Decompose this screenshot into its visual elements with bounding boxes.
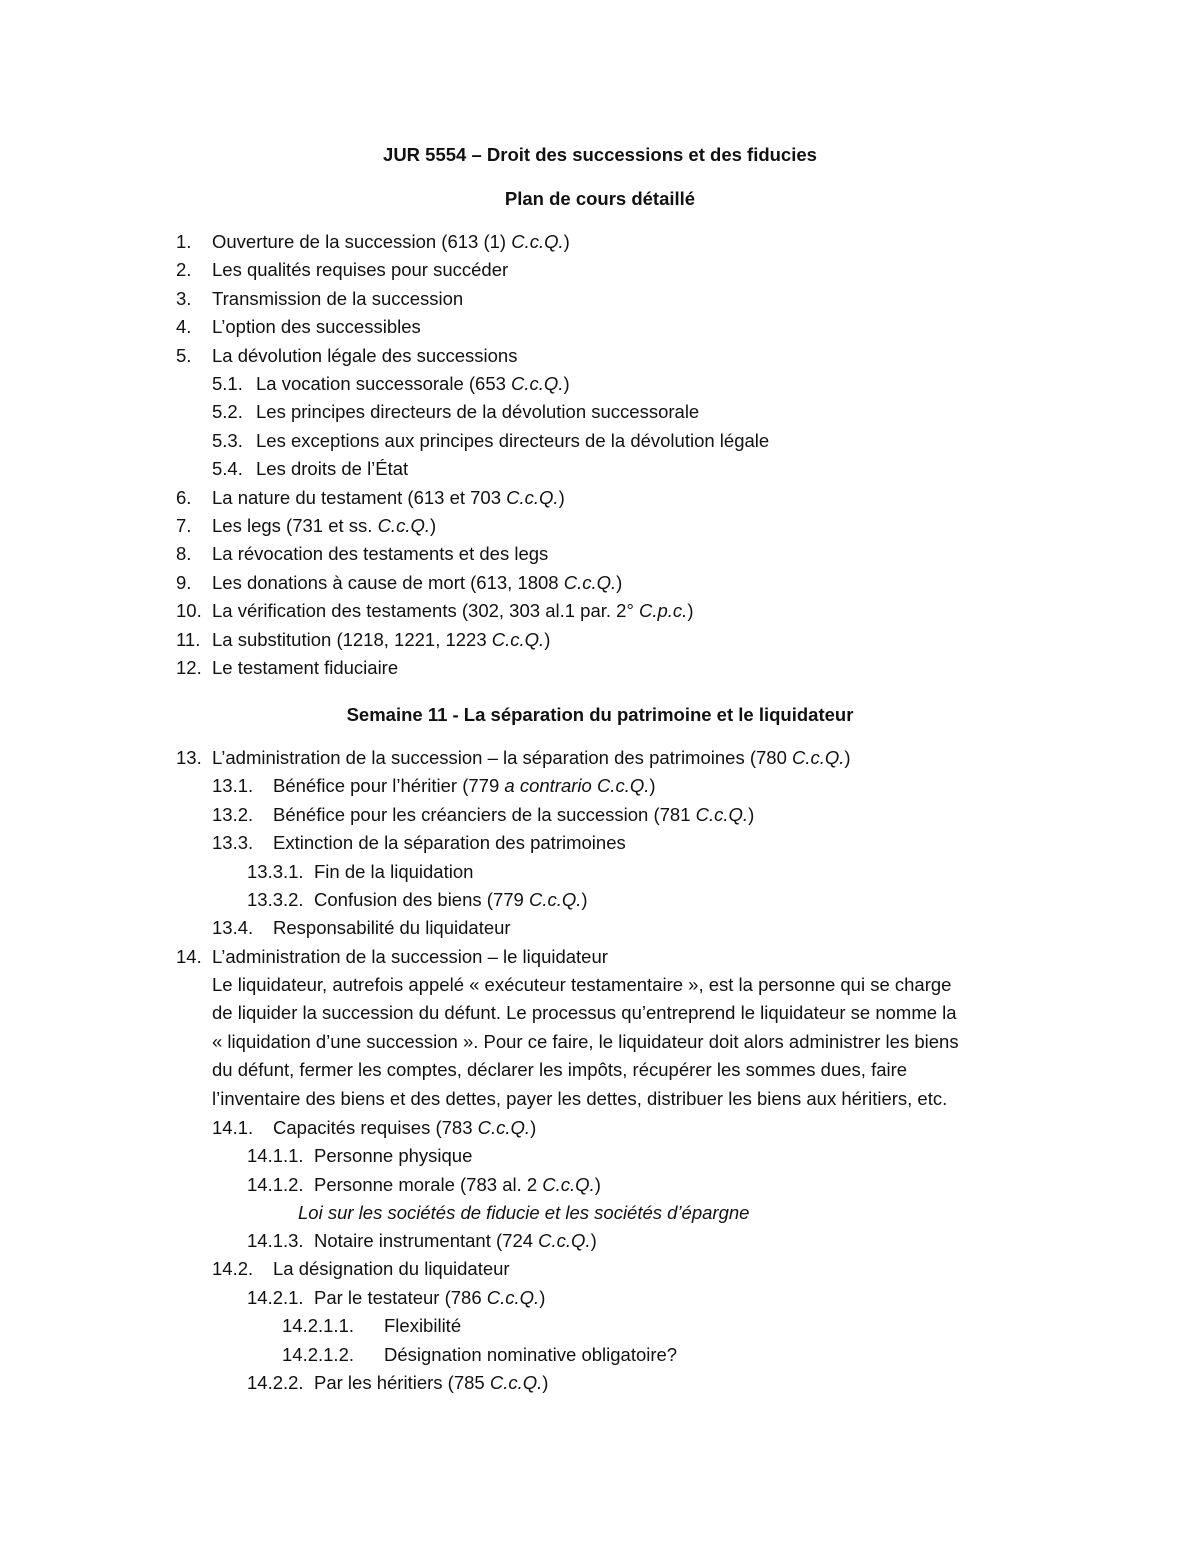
- outline-item-text: La vocation successorale (653 C.c.Q.): [256, 373, 570, 394]
- outline-item-number: 13.: [176, 747, 202, 768]
- outline-item-text: Les legs (731 et ss. C.c.Q.): [212, 515, 437, 536]
- outline-item-text: Confusion des biens (779 C.c.Q.): [314, 889, 588, 910]
- paragraph-line: du défunt, fermer les comptes, déclarer les impôts, récupérer les sommes dues, faire: [212, 1059, 908, 1081]
- outline-item-number: 14.2.2.: [247, 1372, 304, 1393]
- outline-item-number: 10.: [176, 600, 202, 622]
- outline-item-text: Extinction de la séparation des patrimoines: [273, 832, 626, 854]
- outline-item-number: 8.: [176, 543, 192, 565]
- outline-item-number: 1.: [176, 231, 192, 252]
- outline-item-number: 14.2.1.1.: [282, 1315, 355, 1337]
- outline-item-number: 3.: [176, 287, 192, 309]
- outline-item-text: Notaire instrumentant (724 C.c.Q.): [314, 1230, 597, 1251]
- outline-item-text: Bénéfice pour l’héritier (779 a contrario C.c.Q.): [273, 775, 656, 797]
- outline-item-text: Flexibilité: [384, 1315, 462, 1337]
- outline-item-number: 9.: [176, 571, 192, 593]
- outline-item-number: 4.: [176, 316, 192, 338]
- outline-item-number: 13.4.: [212, 917, 254, 939]
- outline-item-number: 12.: [176, 657, 202, 678]
- outline-item-text: La nature du testament (613 et 703 C.c.Q.): [212, 486, 565, 508]
- italic-note: Loi sur les sociétés de fiducie et les sociétés d’épargne: [298, 1202, 750, 1223]
- outline-item-number: 14.1.1.: [247, 1145, 304, 1167]
- outline-item-number: 11.: [176, 628, 201, 650]
- liquidateur-paragraph: [212, 971, 1022, 1113]
- outline-item-text: La substitution (1218, 1221, 1223 C.c.Q.): [212, 628, 551, 650]
- outline-item-text: Ouverture de la succession (613 (1) C.c.Q.): [212, 231, 570, 252]
- outline-item-text: L’option des successibles: [212, 316, 421, 338]
- outline-item-text: Les exceptions aux principes directeurs de la dévolution légale: [256, 429, 770, 451]
- outline-item-text: La révocation des testaments et des legs: [212, 543, 549, 565]
- outline-item-text: Par les héritiers (785 C.c.Q.): [314, 1372, 549, 1393]
- outline-item-number: 5.: [176, 344, 192, 366]
- outline-item-text: Les donations à cause de mort (613, 1808 C.c.Q.): [212, 571, 623, 593]
- outline-item-number: 5.2.: [212, 401, 243, 423]
- outline-item-text: Les principes directeurs de la dévolution successorale: [256, 401, 700, 423]
- outline-item-text: La vérification des testaments (302, 303 al.1 par. 2° C.p.c.): [212, 600, 694, 622]
- document-subtitle: Plan de cours détaillé: [504, 188, 696, 209]
- outline-item-text: Les droits de l’État: [256, 458, 409, 480]
- paragraph-line: l’inventaire des biens et des dettes, payer les dettes, distribuer les biens aux héritiers, etc.: [212, 1087, 948, 1109]
- outline-item-text: Les qualités requises pour succéder: [212, 259, 509, 281]
- outline-item-text: Bénéfice pour les créanciers de la succession (781 C.c.Q.): [273, 803, 755, 825]
- outline-item-number: 14.1.3.: [247, 1230, 304, 1251]
- outline-item-text: Transmission de la succession: [212, 287, 464, 309]
- outline-item-number: 13.3.2.: [247, 889, 304, 910]
- outline-item-text: L’administration de la succession – le liquidateur: [212, 945, 608, 967]
- section-heading: Semaine 11 - La séparation du patrimoine et le liquidateur: [346, 704, 854, 725]
- outline-item-text: Personne morale (783 al. 2 C.c.Q.): [314, 1173, 601, 1195]
- outline-item-text: L’administration de la succession – la séparation des patrimoines (780 C.c.Q.): [212, 747, 851, 768]
- outline-item-text: Fin de la liquidation: [314, 860, 474, 882]
- outline-item-number: 14.2.1.: [247, 1286, 304, 1308]
- outline-item-text: Par le testateur (786 C.c.Q.): [314, 1286, 546, 1308]
- outline-item-number: 5.3.: [212, 429, 243, 451]
- outline-item-number: 2.: [176, 259, 192, 281]
- outline-item-text: La désignation du liquidateur: [273, 1258, 510, 1280]
- outline-item-number: 14.1.2.: [247, 1173, 304, 1195]
- outline-item-number: 13.2.: [212, 803, 254, 825]
- document-title: JUR 5554 – Droit des successions et des fiducies: [383, 144, 817, 165]
- outline-item-text: Responsabilité du liquidateur: [273, 917, 511, 939]
- outline-item-number: 14.1.: [212, 1117, 254, 1138]
- outline-item-number: 13.3.1.: [247, 860, 304, 882]
- outline-item-number: 14.2.: [212, 1258, 254, 1280]
- outline-item-number: 6.: [176, 486, 192, 508]
- outline-item-text: Désignation nominative obligatoire?: [384, 1343, 678, 1365]
- outline-item-number: 13.1.: [212, 775, 254, 797]
- outline-item-number: 7.: [176, 515, 192, 536]
- outline-item-number: 14.: [176, 945, 202, 967]
- outline-item-text: Personne physique: [314, 1145, 473, 1167]
- outline-item-number: 5.1.: [212, 373, 243, 394]
- outline-item-text: Capacités requises (783 C.c.Q.): [273, 1117, 537, 1138]
- outline-item-number: 5.4.: [212, 458, 243, 480]
- paragraph-line: de liquider la succession du défunt. Le processus qu’entreprend le liquidateur se nomme la: [212, 1002, 957, 1024]
- paragraph-line: « liquidation d’une succession ». Pour ce faire, le liquidateur doit alors administrer les biens: [212, 1030, 959, 1052]
- outline-item-text: Le testament fiduciaire: [212, 657, 399, 678]
- outline-item-number: 14.2.1.2.: [282, 1343, 355, 1365]
- paragraph-line: Le liquidateur, autrefois appelé « exécuteur testamentaire », est la personne qui se charge: [212, 974, 952, 995]
- outline-item-number: 13.3.: [212, 832, 254, 854]
- outline-item-text: La dévolution légale des successions: [212, 344, 518, 366]
